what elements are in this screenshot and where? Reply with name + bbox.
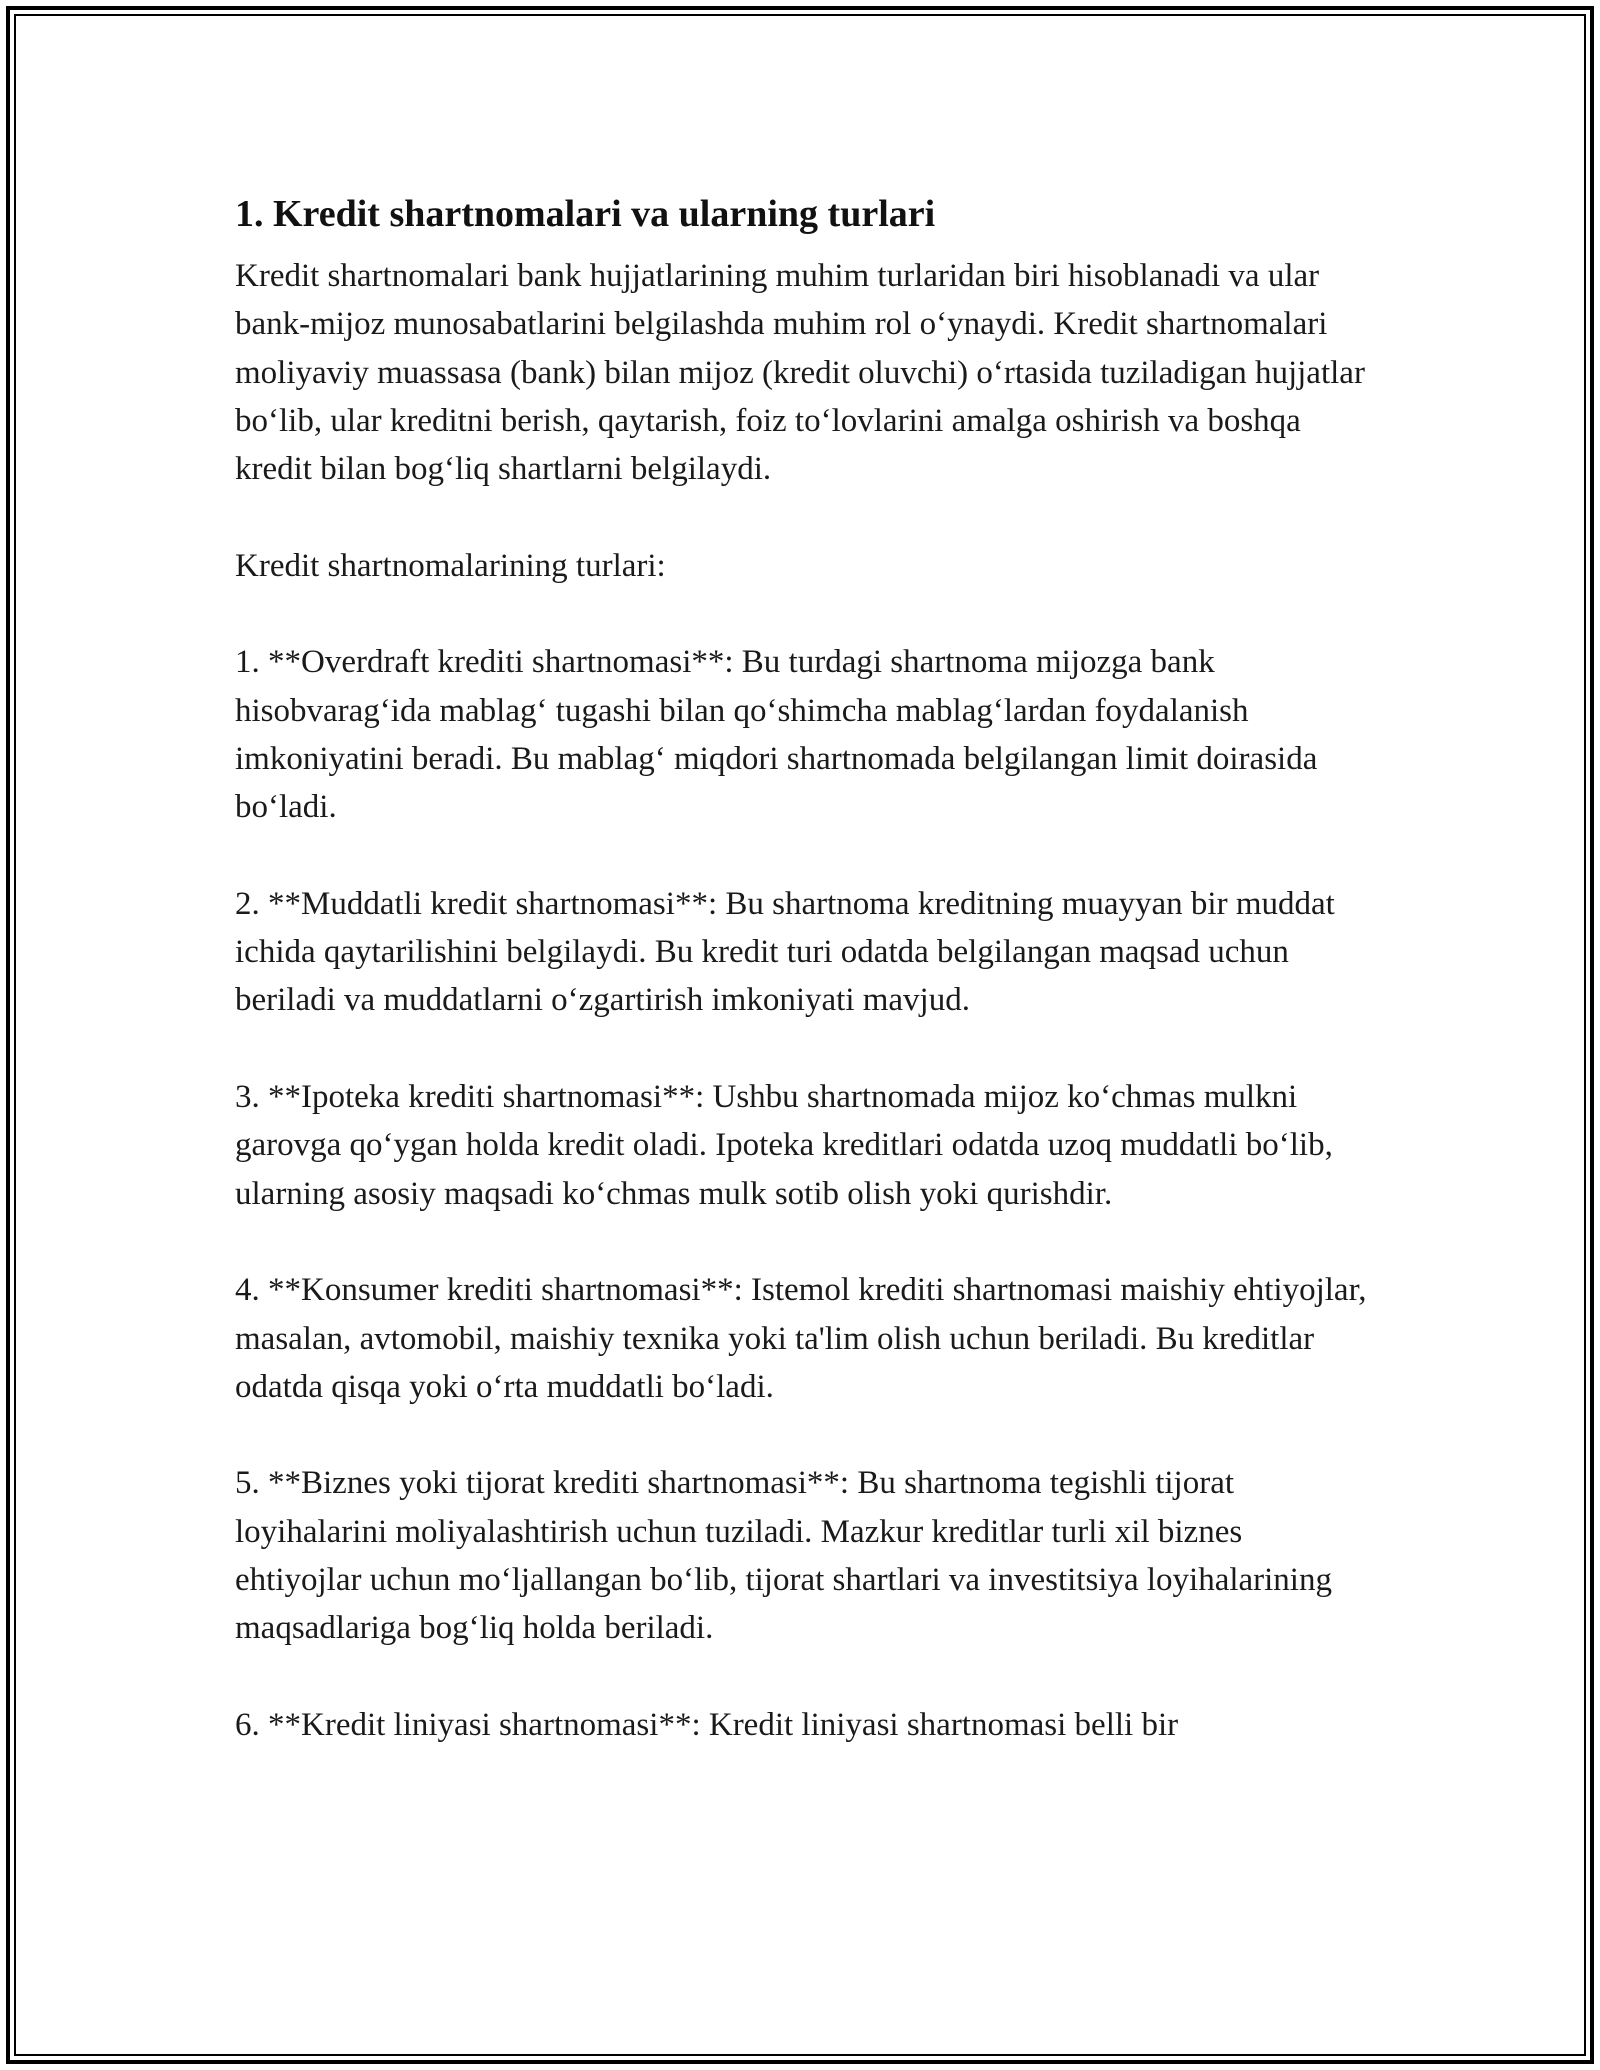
section-heading: 1. Kredit shartnomalari va ularning turlari [235, 193, 936, 235]
intro-paragraph: Kredit shartnomalari bank hujjatlarining muhim turlaridan biri hisoblanadi va ular bank-mijoz munosabatlarini belgilashda muhim rol o‘ynaydi. Kredit shartnomalari moliyaviy muassasa (bank) bilan mijoz (kredit oluvchi) o‘rtasida tuziladigan hujjatlar bo‘lib, ular kreditni berish, qaytarish, foiz to‘lovlarini amalga oshirish va boshqa kredit bilan bog‘liq shartlarni belgilaydi. [235, 258, 1365, 488]
list-item-term-credit: 2. **Muddatli kredit shartnomasi**: Bu shartnoma kreditning muayyan bir muddat ichida qaytarilishini belgilaydi. Bu kredit turi odatda belgilangan maqsad uchun beriladi va muddatlarni o‘zgartirish imkoniyati mavjud. [235, 885, 1335, 1019]
list-item-overdraft: 1. **Overdraft krediti shartnomasi**: Bu turdagi shartnoma mijozga bank hisobvarag‘ida mablag‘ tugashi bilan qo‘shimcha mablag‘lardan foydalanish imkoniyatini beradi. Bu mablag‘ miqdori shartnomada belgilangan limit doirasida bo‘ladi. [235, 644, 1318, 826]
list-item-credit-line: 6. **Kredit liniyasi shartnomasi**: Kredit liniyasi shartnomasi belli bir [235, 1706, 1179, 1743]
list-item-consumer: 4. **Konsumer krediti shartnomasi**: Istemol krediti shartnomasi maishiy ehtiyojlar, masalan, avtomobil, maishiy texnika yoki ta'lim olish uchun beriladi. Bu kreditlar odatda qisqa yoki o‘rta muddatli bo‘ladi. [235, 1272, 1367, 1405]
list-item-business: 5. **Biznes yoki tijorat krediti shartnomasi**: Bu shartnoma tegishli tijorat loyihalarini moliyalashtirish uchun tuziladi. Mazkur kreditlar turli xil biznes ehtiyojlar uchun mo‘ljallangan bo‘lib, tijorat shartlari va investitsiya loyihalarining maqsadlariga bog‘liq holda beriladi. [235, 1465, 1332, 1647]
document-body [235, 182, 1375, 1798]
list-item-mortgage: 3. **Ipoteka krediti shartnomasi**: Ushbu shartnomada mijoz ko‘chmas mulkni garovga qo‘ygan holda kredit oladi. Ipoteka kreditlari odatda uzoq muddatli bo‘lib, ularning asosiy maqsadi ko‘chmas mulk sotib olish yoki qurishdir. [235, 1079, 1333, 1212]
types-intro-paragraph: Kredit shartnomalarining turlari: [235, 547, 666, 584]
